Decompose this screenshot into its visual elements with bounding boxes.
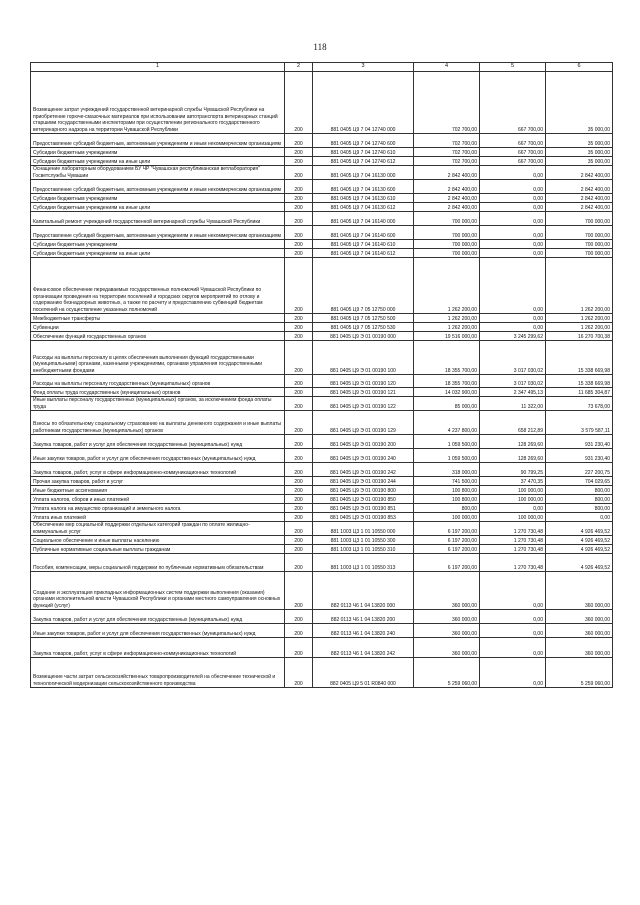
- row-name: Фонд оплаты труда государственных (муниципальных) органов: [31, 388, 285, 397]
- table-row: [31, 375, 613, 388]
- row-executed: 0,00: [480, 624, 546, 638]
- table-row: [31, 449, 613, 463]
- row-executed: 0,00: [480, 249, 546, 258]
- row-executed: 90 799,25: [480, 463, 546, 477]
- row-unexecuted: 360 000,00: [546, 624, 613, 638]
- table-row: [31, 249, 613, 258]
- row-code: 200: [285, 536, 313, 545]
- row-name: Расходы на выплаты персоналу государственных (муниципальных) органов: [31, 375, 285, 388]
- row-code: 200: [285, 610, 313, 624]
- row-approved: 6 197 200,00: [414, 536, 480, 545]
- row-executed: 0,00: [480, 323, 546, 332]
- row-executed: 667 700,00: [480, 72, 546, 134]
- row-unexecuted: 2 842 400,00: [546, 166, 613, 180]
- row-name: Иные бюджетные ассигнования: [31, 486, 285, 495]
- row-name: Оснащение лабораторным оборудованием БУ ЧР "Чувашская республиканская ветлаборатория" Госветслужбы Чувашии: [31, 166, 285, 180]
- row-approved: 700 000,00: [414, 240, 480, 249]
- row-executed: 1 270 730,48: [480, 522, 546, 536]
- row-code: 200: [285, 203, 313, 212]
- row-kbk: 881 0405 Ц9 Э 01 00190 129: [313, 411, 414, 435]
- budget-table: [30, 62, 613, 688]
- row-code: 200: [285, 332, 313, 341]
- table-row: [31, 203, 613, 212]
- row-code: 200: [285, 72, 313, 134]
- row-unexecuted: 4 926 469,52: [546, 536, 613, 545]
- row-approved: 18 355 700,00: [414, 341, 480, 375]
- row-kbk: 881 0405 Ц9 7 04 16140 600: [313, 226, 414, 240]
- row-unexecuted: 800,00: [546, 495, 613, 504]
- row-code: 200: [285, 258, 313, 314]
- row-executed: 100 000,00: [480, 513, 546, 522]
- row-approved: 700 000,00: [414, 212, 480, 226]
- row-kbk: 881 0405 Ц9 7 04 16130 612: [313, 203, 414, 212]
- row-executed: 0,00: [480, 314, 546, 323]
- table-row: [31, 134, 613, 148]
- row-executed: 0,00: [480, 504, 546, 513]
- row-kbk: 882 0113 Ч6 1 04 13820 200: [313, 610, 414, 624]
- row-unexecuted: 800,00: [546, 486, 613, 495]
- row-name: Закупка товаров, работ, услуг в сфере информационно-коммуникационных технологий: [31, 463, 285, 477]
- row-approved: 702 700,00: [414, 72, 480, 134]
- row-unexecuted: 800,00: [546, 504, 613, 513]
- column-header-5: 5: [480, 63, 546, 72]
- table-row: [31, 513, 613, 522]
- row-unexecuted: 3 579 587,11: [546, 411, 613, 435]
- row-kbk: 882 0405 Ц9 5 01 R0840 000: [313, 658, 414, 688]
- row-code: 200: [285, 341, 313, 375]
- row-unexecuted: 700 000,00: [546, 240, 613, 249]
- row-approved: 5 259 060,00: [414, 658, 480, 688]
- row-approved: 700 000,00: [414, 226, 480, 240]
- table-row: [31, 314, 613, 323]
- row-name: Уплата иных платежей: [31, 513, 285, 522]
- row-name: Субсидии бюджетным учреждениям: [31, 194, 285, 203]
- row-executed: 0,00: [480, 638, 546, 658]
- row-name: Субсидии бюджетным учреждениям: [31, 240, 285, 249]
- row-kbk: 881 0405 Ц9 Э 01 00190 242: [313, 463, 414, 477]
- row-code: 200: [285, 435, 313, 449]
- row-executed: 0,00: [480, 203, 546, 212]
- row-name: Обеспечение функций государственных органов: [31, 332, 285, 341]
- row-approved: 702 700,00: [414, 157, 480, 166]
- table-row: [31, 545, 613, 554]
- row-kbk: 881 0405 Ц9 Э 01 00190 851: [313, 504, 414, 513]
- row-unexecuted: 2 842 400,00: [546, 180, 613, 194]
- table-row: [31, 157, 613, 166]
- row-name: Обеспечение мер социальной поддержки отдельных категорий граждан по оплате жилищно-коммунальных услуг: [31, 522, 285, 536]
- row-kbk: 881 0405 Ц9 7 04 16140 612: [313, 249, 414, 258]
- row-executed: 658 212,89: [480, 411, 546, 435]
- row-code: 200: [285, 638, 313, 658]
- row-code: 200: [285, 522, 313, 536]
- row-executed: 3 245 299,62: [480, 332, 546, 341]
- row-kbk: 881 0405 Ц9 Э 01 00190 100: [313, 341, 414, 375]
- row-approved: 360 000,00: [414, 572, 480, 610]
- row-executed: 0,00: [480, 212, 546, 226]
- row-kbk: 881 0405 Ц9 7 05 12750 530: [313, 323, 414, 332]
- table-row: [31, 477, 613, 486]
- table-row: [31, 397, 613, 411]
- row-name: Субсидии бюджетным учреждениям на иные цели: [31, 157, 285, 166]
- table-row: [31, 435, 613, 449]
- table-row: [31, 240, 613, 249]
- row-executed: 11 322,00: [480, 397, 546, 411]
- row-executed: 1 270 730,48: [480, 536, 546, 545]
- row-code: 200: [285, 134, 313, 148]
- row-executed: 0,00: [480, 226, 546, 240]
- row-unexecuted: 931 230,40: [546, 449, 613, 463]
- row-executed: 100 000,00: [480, 495, 546, 504]
- row-approved: 2 842 400,00: [414, 180, 480, 194]
- row-unexecuted: 5 259 060,00: [546, 658, 613, 688]
- row-approved: 2 842 400,00: [414, 166, 480, 180]
- row-executed: 128 269,60: [480, 449, 546, 463]
- row-approved: 4 237 800,00: [414, 411, 480, 435]
- row-code: 200: [285, 249, 313, 258]
- row-approved: 2 842 400,00: [414, 203, 480, 212]
- row-kbk: 881 0405 Ц9 7 04 12740 612: [313, 157, 414, 166]
- table-row: [31, 226, 613, 240]
- table-row: [31, 166, 613, 180]
- row-executed: 0,00: [480, 166, 546, 180]
- table-row: [31, 554, 613, 572]
- row-approved: 85 000,00: [414, 397, 480, 411]
- row-kbk: 881 0405 Ц9 7 04 12740 600: [313, 134, 414, 148]
- row-executed: 0,00: [480, 240, 546, 249]
- row-approved: 100 800,00: [414, 495, 480, 504]
- row-executed: 3 017 030,02: [480, 375, 546, 388]
- row-unexecuted: 360 000,00: [546, 638, 613, 658]
- row-kbk: 881 0405 Ц9 7 04 16130 600: [313, 180, 414, 194]
- table-row: [31, 658, 613, 688]
- row-kbk: 881 1003 Ц3 1 01 10550 310: [313, 545, 414, 554]
- row-approved: 18 355 700,00: [414, 375, 480, 388]
- row-executed: 667 700,00: [480, 134, 546, 148]
- row-name: Межбюджетные трансферты: [31, 314, 285, 323]
- column-header-3: 3: [313, 63, 414, 72]
- column-header-6: 6: [546, 63, 613, 72]
- row-name: Субсидии бюджетным учреждениям на иные цели: [31, 203, 285, 212]
- row-code: 200: [285, 545, 313, 554]
- row-approved: 741 500,00: [414, 477, 480, 486]
- row-approved: 702 700,00: [414, 148, 480, 157]
- row-code: 200: [285, 513, 313, 522]
- row-executed: 0,00: [480, 258, 546, 314]
- row-approved: 14 032 900,00: [414, 388, 480, 397]
- row-executed: 1 270 730,48: [480, 545, 546, 554]
- row-code: 200: [285, 323, 313, 332]
- row-name: Субсидии бюджетным учреждениям: [31, 148, 285, 157]
- row-unexecuted: 227 200,75: [546, 463, 613, 477]
- row-kbk: 881 0405 Ц9 7 04 12740 610: [313, 148, 414, 157]
- row-kbk: 881 0405 Ц9 Э 01 00190 122: [313, 397, 414, 411]
- row-code: 200: [285, 624, 313, 638]
- row-code: 200: [285, 194, 313, 203]
- row-unexecuted: 704 029,65: [546, 477, 613, 486]
- row-name: Иные закупки товаров, работ и услуг для обеспечения государственных (муниципальных) нужд: [31, 449, 285, 463]
- row-approved: 6 197 200,00: [414, 554, 480, 572]
- row-code: 200: [285, 554, 313, 572]
- row-kbk: 881 0405 Ц9 7 05 12750 000: [313, 258, 414, 314]
- row-name: Создание и эксплуатация прикладных информационных систем поддержки выполнения (оказания) органами исполнительной власти Чувашской Республики и органами местного самоуправления основных функций (услуг): [31, 572, 285, 610]
- table-row: [31, 212, 613, 226]
- row-name: Финансовое обеспечение передаваемых государственных полномочий Чувашской Республики по организации проведения на территории поселений и городских округов мероприятий по отлову и содержанию безнадзорных животных, а также по расчету и предоставлению субвенций бюджетам поселений на осуществление указанных полномочий: [31, 258, 285, 314]
- row-unexecuted: 4 926 469,52: [546, 554, 613, 572]
- row-unexecuted: 73 678,00: [546, 397, 613, 411]
- row-unexecuted: 700 000,00: [546, 249, 613, 258]
- row-name: Закупка товаров, работ и услуг для обеспечения государственных (муниципальных) нужд: [31, 610, 285, 624]
- row-approved: 2 842 400,00: [414, 194, 480, 203]
- row-approved: 360 000,00: [414, 610, 480, 624]
- row-code: 200: [285, 166, 313, 180]
- row-code: 200: [285, 180, 313, 194]
- row-executed: 0,00: [480, 610, 546, 624]
- table-row: [31, 258, 613, 314]
- table-row: [31, 463, 613, 477]
- row-kbk: 881 1003 Ц3 1 01 10550 300: [313, 536, 414, 545]
- row-code: 200: [285, 226, 313, 240]
- table-row: [31, 72, 613, 134]
- row-executed: 0,00: [480, 194, 546, 203]
- row-kbk: 881 0405 Ц9 Э 01 00190 800: [313, 486, 414, 495]
- row-kbk: 881 0405 Ц9 7 04 16130 610: [313, 194, 414, 203]
- row-code: 200: [285, 504, 313, 513]
- row-kbk: 882 0113 Ч6 1 04 13820 000: [313, 572, 414, 610]
- row-name: Субвенции: [31, 323, 285, 332]
- row-kbk: 881 0405 Ц9 Э 01 00190 240: [313, 449, 414, 463]
- row-unexecuted: 360 000,00: [546, 610, 613, 624]
- row-code: 200: [285, 314, 313, 323]
- row-approved: 19 516 000,00: [414, 332, 480, 341]
- row-unexecuted: 700 000,00: [546, 226, 613, 240]
- row-name: Возмещение части затрат сельскохозяйственных товаропроизводителей на обеспечение технической и технологической модернизации сельскохозяйственного производства: [31, 658, 285, 688]
- table-row: [31, 610, 613, 624]
- row-name: Предоставление субсидий бюджетным, автономным учреждениям и иным некоммерческим организациям: [31, 226, 285, 240]
- row-executed: 0,00: [480, 180, 546, 194]
- column-header-1: 1: [31, 63, 285, 72]
- row-code: 200: [285, 495, 313, 504]
- row-kbk: 881 0405 Ц9 Э 01 00190 000: [313, 332, 414, 341]
- row-code: 200: [285, 658, 313, 688]
- table-row: [31, 572, 613, 610]
- row-approved: 1 059 500,00: [414, 435, 480, 449]
- table-row: [31, 388, 613, 397]
- row-code: 200: [285, 148, 313, 157]
- row-code: 200: [285, 572, 313, 610]
- row-unexecuted: 11 685 304,87: [546, 388, 613, 397]
- row-approved: 800,00: [414, 504, 480, 513]
- row-name: Иные выплаты персоналу государственных (муниципальных) органов, за исключением фонда оплаты труда: [31, 397, 285, 411]
- row-approved: 700 000,00: [414, 249, 480, 258]
- row-unexecuted: 35 000,00: [546, 72, 613, 134]
- row-unexecuted: 15 338 669,98: [546, 341, 613, 375]
- table-row: [31, 194, 613, 203]
- row-code: 200: [285, 411, 313, 435]
- table-row: [31, 148, 613, 157]
- column-header-2: 2: [285, 63, 313, 72]
- row-code: 200: [285, 397, 313, 411]
- row-executed: 100 000,00: [480, 486, 546, 495]
- row-kbk: 882 0113 Ч6 1 04 13820 240: [313, 624, 414, 638]
- row-executed: 2 347 495,13: [480, 388, 546, 397]
- row-name: Субсидии бюджетным учреждениям на иные цели: [31, 249, 285, 258]
- table-row: [31, 411, 613, 435]
- row-kbk: 881 0405 Ц9 Э 01 00190 850: [313, 495, 414, 504]
- row-name: Закупка товаров, работ, услуг в сфере информационно-коммуникационных технологий: [31, 638, 285, 658]
- row-kbk: 882 0113 Ч6 1 04 13820 242: [313, 638, 414, 658]
- row-code: 200: [285, 463, 313, 477]
- row-name: Взносы по обязательному социальному страхованию на выплаты денежного содержания и иные выплаты работникам государственных (муниципальных) органов: [31, 411, 285, 435]
- row-kbk: 881 0405 Ц9 Э 01 00190 200: [313, 435, 414, 449]
- row-kbk: 881 0405 Ц9 7 04 16140 000: [313, 212, 414, 226]
- row-executed: 3 017 030,02: [480, 341, 546, 375]
- table-row: [31, 522, 613, 536]
- row-code: 200: [285, 240, 313, 249]
- table-row: [31, 486, 613, 495]
- row-name: Социальное обеспечение и иные выплаты населению: [31, 536, 285, 545]
- row-unexecuted: 35 000,00: [546, 157, 613, 166]
- row-kbk: 881 0405 Ц9 Э 01 00190 244: [313, 477, 414, 486]
- row-approved: 6 197 200,00: [414, 545, 480, 554]
- row-name: Публичные нормативные социальные выплаты гражданам: [31, 545, 285, 554]
- table-row: [31, 504, 613, 513]
- table-row: [31, 536, 613, 545]
- row-kbk: 881 1003 Ц3 1 01 10550 000: [313, 522, 414, 536]
- table-row: [31, 495, 613, 504]
- row-executed: 37 470,35: [480, 477, 546, 486]
- row-kbk: 881 0405 Ц9 7 04 12740 000: [313, 72, 414, 134]
- row-approved: 1 059 500,00: [414, 449, 480, 463]
- row-kbk: 881 0405 Ц9 7 04 16140 610: [313, 240, 414, 249]
- row-executed: 667 700,00: [480, 157, 546, 166]
- row-code: 200: [285, 388, 313, 397]
- row-kbk: 881 0405 Ц9 Э 01 00190 120: [313, 375, 414, 388]
- row-code: 200: [285, 157, 313, 166]
- row-name: Возмещение затрат учреждений государственной ветеринарной службы Чувашской Республики на приобретение горюче-смазочных материалов при использовании автотранспорта ветеринарных станций старшими государственными инспекторами при осуществлении регионального государственного ветеринарного надзора на территории Чувашской Республики: [31, 72, 285, 134]
- row-name: Прочая закупка товаров, работ и услуг: [31, 477, 285, 486]
- row-unexecuted: 2 842 400,00: [546, 203, 613, 212]
- row-unexecuted: 4 926 469,52: [546, 545, 613, 554]
- row-code: 200: [285, 477, 313, 486]
- row-unexecuted: 1 262 200,00: [546, 258, 613, 314]
- row-unexecuted: 1 262 200,00: [546, 323, 613, 332]
- row-approved: 1 262 200,00: [414, 258, 480, 314]
- header-row: [31, 63, 613, 72]
- table-row: [31, 180, 613, 194]
- row-name: Предоставление субсидий бюджетным, автономным учреждениям и иным некоммерческим организациям: [31, 180, 285, 194]
- row-kbk: 881 0405 Ц9 7 04 16130 000: [313, 166, 414, 180]
- row-unexecuted: 15 338 669,98: [546, 375, 613, 388]
- row-approved: 1 262 200,00: [414, 314, 480, 323]
- row-executed: 1 270 730,48: [480, 554, 546, 572]
- row-approved: 360 000,00: [414, 638, 480, 658]
- row-kbk: 881 0405 Ц9 7 05 12750 500: [313, 314, 414, 323]
- row-name: Уплата налога на имущество организаций и земельного налога: [31, 504, 285, 513]
- row-kbk: 881 0405 Ц9 Э 01 00190 121: [313, 388, 414, 397]
- row-approved: 318 000,00: [414, 463, 480, 477]
- row-approved: 100 800,00: [414, 486, 480, 495]
- row-approved: 100 000,00: [414, 513, 480, 522]
- row-name: Пособия, компенсации, меры социальной поддержки по публичным нормативным обязательствам: [31, 554, 285, 572]
- row-name: Уплата налогов, сборов и иных платежей: [31, 495, 285, 504]
- row-unexecuted: 360 000,00: [546, 572, 613, 610]
- row-executed: 0,00: [480, 572, 546, 610]
- row-executed: 128 269,60: [480, 435, 546, 449]
- row-unexecuted: 16 270 700,38: [546, 332, 613, 341]
- row-name: Закупка товаров, работ и услуг для обеспечения государственных (муниципальных) нужд: [31, 435, 285, 449]
- row-unexecuted: 931 230,40: [546, 435, 613, 449]
- row-executed: 667 700,00: [480, 148, 546, 157]
- row-approved: 1 262 200,00: [414, 323, 480, 332]
- row-code: 200: [285, 486, 313, 495]
- row-unexecuted: 35 000,00: [546, 148, 613, 157]
- table-row: [31, 341, 613, 375]
- row-unexecuted: 700 000,00: [546, 212, 613, 226]
- row-approved: 6 197 200,00: [414, 522, 480, 536]
- row-name: Капитальный ремонт учреждений государственной ветеринарной службы Чувашской Республики: [31, 212, 285, 226]
- row-code: 200: [285, 449, 313, 463]
- row-approved: 702 700,00: [414, 134, 480, 148]
- row-unexecuted: 35 000,00: [546, 134, 613, 148]
- row-unexecuted: 2 842 400,00: [546, 194, 613, 203]
- row-name: Иные закупки товаров, работ и услуг для обеспечения государственных (муниципальных) нужд: [31, 624, 285, 638]
- table-row: [31, 638, 613, 658]
- row-unexecuted: 1 262 200,00: [546, 314, 613, 323]
- row-kbk: 881 0405 Ц9 Э 01 00190 853: [313, 513, 414, 522]
- table-row: [31, 323, 613, 332]
- row-executed: 0,00: [480, 658, 546, 688]
- row-unexecuted: 0,00: [546, 513, 613, 522]
- row-code: 200: [285, 212, 313, 226]
- page-number: 118: [313, 42, 327, 52]
- row-unexecuted: 4 926 469,52: [546, 522, 613, 536]
- table-row: [31, 332, 613, 341]
- table-row: [31, 624, 613, 638]
- row-name: Предоставление субсидий бюджетным, автономным учреждениям и иным некоммерческим организациям: [31, 134, 285, 148]
- column-header-4: 4: [414, 63, 480, 72]
- row-approved: 360 000,00: [414, 624, 480, 638]
- row-kbk: 881 1003 Ц3 1 01 10550 313: [313, 554, 414, 572]
- row-name: Расходы на выплаты персоналу в целях обеспечения выполнения функций государственными (муниципальными) органами, казенными учреждениями, органами управления государственными внебюджетными фондами: [31, 341, 285, 375]
- row-code: 200: [285, 375, 313, 388]
